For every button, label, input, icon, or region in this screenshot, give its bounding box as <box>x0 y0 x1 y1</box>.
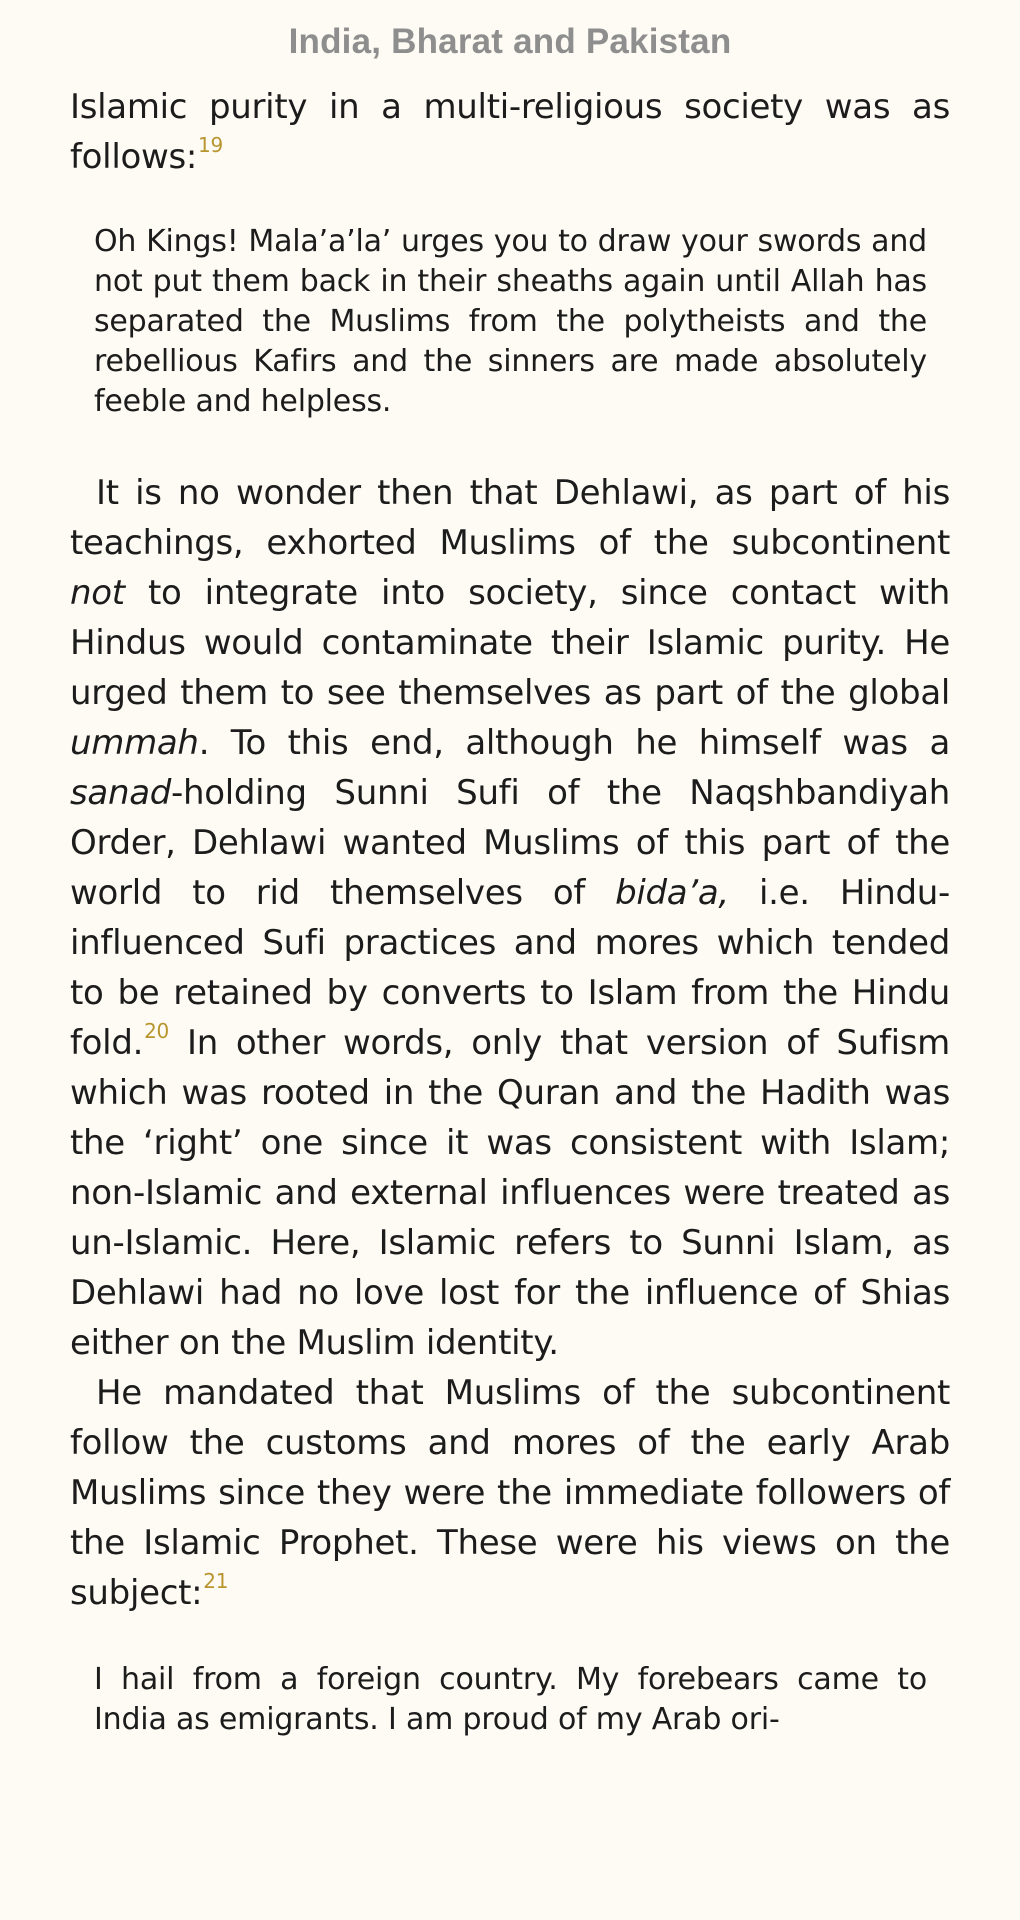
emphasis-not: not <box>70 573 125 613</box>
page-content <box>70 82 950 1740</box>
paragraph-2-part-5: i.e. Hindu-influenced Sufi practices and mores which tended to be retained by converts to Islam from the Hindu fold. <box>70 873 950 1063</box>
footnote-ref-21[interactable]: 21 <box>203 1569 229 1593</box>
paragraph-2-part-3: . To this end, although he himself was a <box>198 723 950 763</box>
paragraph-2-part-1: It is no wonder then that Dehlawi, as part of his teachings, exhorted Muslims of the subcontinent <box>70 473 950 563</box>
emphasis-sanad: sanad <box>70 773 172 813</box>
block-quote-1: Oh Kings! Mala’a’la’ urges you to draw your swords and not put them back in their sheaths again until Allah has separated the Muslims from the polytheists and the rebellious Kafirs and the sinners are made absolutely feeble and helpless. <box>94 224 927 419</box>
running-header: India, Bharat and Pakistan <box>288 22 732 61</box>
paragraph-3-text: He mandated that Muslims of the subcontinent follow the customs and mores of the early Arab Muslims since they were the immediate followers of the Islamic Prophet. These were his views on the subject: <box>70 1373 950 1613</box>
emphasis-ummah: ummah <box>70 723 199 763</box>
paragraph-3 <box>70 1368 950 1618</box>
paragraph-2 <box>70 468 950 1368</box>
footnote-ref-19[interactable]: 19 <box>198 133 223 157</box>
footnote-ref-20[interactable]: 20 <box>144 1019 169 1043</box>
paragraph-2-part-2: to integrate into society, since contact with Hindus would contaminate their Islamic purity. He urged them to see themselves as part of the global <box>70 573 950 713</box>
paragraph-2-part-4: -holding Sunni Sufi of the Naqshbandiyah Order, Dehlawi wanted Muslims of this part of the world to rid themselves of <box>70 773 950 913</box>
paragraph-1-text: Islamic purity in a multi-religious society was as follows: <box>70 87 950 177</box>
block-quote-2: I hail from a foreign country. My forebears came to India as emigrants. I am proud of my Arab ori- <box>94 1662 927 1737</box>
emphasis-bidaa: bida’a, <box>615 873 729 913</box>
paragraph-1 <box>70 82 950 182</box>
paragraph-2-part-6: In other words, only that version of Sufism which was rooted in the Quran and the Hadith was the ‘right’ one since it was consistent with Islam; non-Islamic and external influences were treated as un-Islamic. Here, Islamic refers to Sunni Islam, as Dehlawi had no love lost for the influence of Shias either on the Muslim identity. <box>70 1023 950 1363</box>
